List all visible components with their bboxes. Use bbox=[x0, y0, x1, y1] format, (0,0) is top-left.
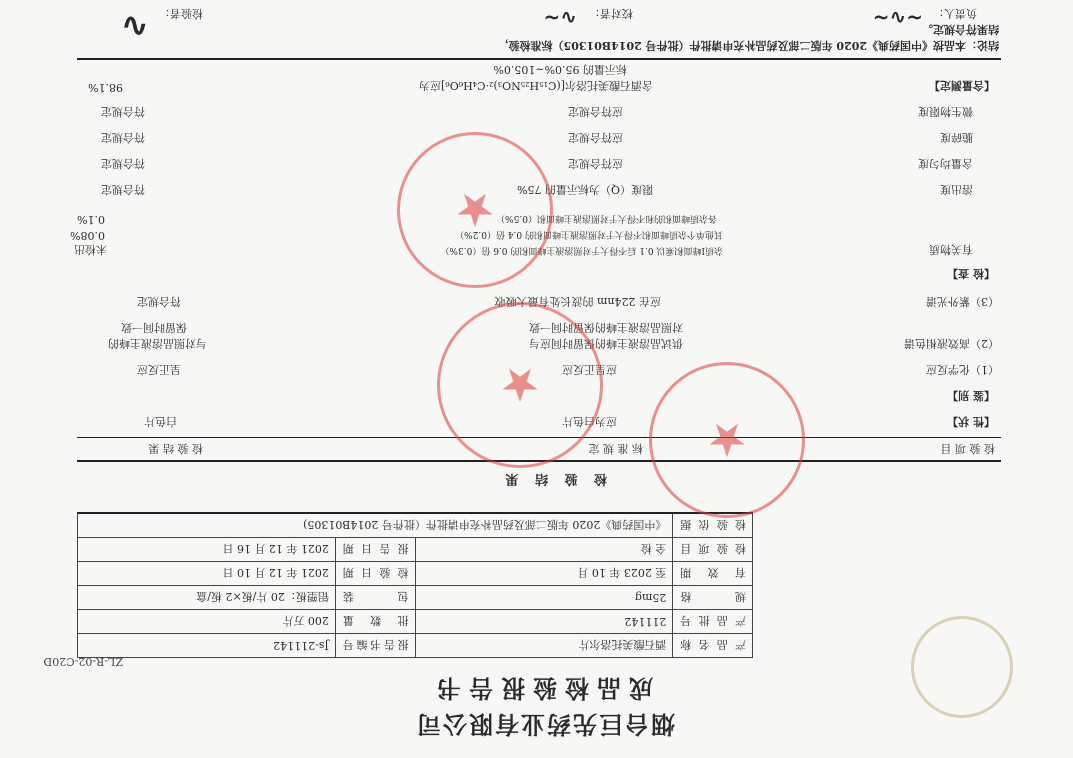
divider-bottom bbox=[77, 58, 1001, 60]
info-value: 2021 年 12 月 16 日 bbox=[78, 538, 336, 562]
id2-item: （2）高效液相色谱 bbox=[904, 337, 999, 350]
id1-standard: 应呈正反应 bbox=[562, 363, 617, 376]
info-label: 报告书编号 bbox=[335, 634, 415, 658]
microbial-result: 符合规定 bbox=[101, 105, 145, 118]
info-label: 批 数 量 bbox=[335, 610, 415, 634]
info-row bbox=[78, 610, 753, 634]
uniformity-result: 符合规定 bbox=[101, 157, 145, 170]
id3-result: 符合规定 bbox=[137, 295, 181, 308]
id3-standard: 应在 224nm 的波长处有最大吸收 bbox=[494, 295, 661, 308]
assay-standard-2: 标示量的 95.0%~105.0% bbox=[493, 63, 627, 76]
id2-standard-2: 对照品溶液主峰的保留时间一致 bbox=[529, 321, 683, 334]
related-standard-3: 各杂质峰面积的和不得大于对照溶液主峰面积（0.5%） bbox=[496, 213, 717, 223]
info-label: 检验日期 bbox=[335, 562, 415, 586]
section-identification: 【鉴 别】 bbox=[947, 389, 995, 402]
col-header-result: 检 验 结 果 bbox=[148, 442, 203, 455]
uniformity-standard: 应符合规定 bbox=[568, 157, 623, 170]
info-value: 至 2023 年 10 月 bbox=[415, 562, 673, 586]
info-label: 有 效 期 bbox=[673, 562, 753, 586]
id2-standard-1: 供试品溶液主峰的保留时间应与 bbox=[529, 337, 683, 350]
responsible-signature: ~∿~ bbox=[872, 6, 923, 30]
related-result-2: 0.08% bbox=[70, 229, 105, 242]
col-header-standard: 标 准 规 定 bbox=[588, 442, 643, 455]
section-inspection: 【检 查】 bbox=[947, 267, 995, 280]
info-value: 《中国药典》2020 年版二部及药品补充申请批件（批件号 2014B01305) bbox=[78, 513, 673, 538]
info-row bbox=[78, 562, 753, 586]
info-table bbox=[77, 512, 753, 658]
seal-star-icon: ★ bbox=[499, 358, 541, 412]
info-label: 检验项目 bbox=[673, 538, 753, 562]
info-value: 酒石酸美托洛尔片 bbox=[415, 634, 673, 658]
col-header-item: 检 验 项 目 bbox=[940, 442, 995, 455]
id2-result-1: 与对照品溶液主峰的 bbox=[108, 337, 207, 350]
info-value: Js-211142 bbox=[78, 634, 336, 658]
info-label: 包 装 bbox=[335, 586, 415, 610]
conclusion-line-1: 结论：本品按《中国药典》2020 年版二部及药品补充申请批件（批件号 2014B01305）标准检验， bbox=[497, 39, 999, 52]
info-label: 产品批号 bbox=[673, 610, 753, 634]
distributor-seal-2 bbox=[397, 132, 553, 288]
section-assay: 【含量测定】 bbox=[929, 79, 995, 92]
dissolution-item: 溶出度 bbox=[940, 183, 973, 196]
assay-result: 98.1% bbox=[88, 81, 123, 94]
friability-item: 脆碎度 bbox=[940, 131, 973, 144]
appearance-result: 白色片 bbox=[144, 415, 177, 428]
checker-signature: ∿~ bbox=[543, 6, 577, 30]
friability-standard: 应符合规定 bbox=[568, 131, 623, 144]
appearance-standard: 应为白色片 bbox=[562, 415, 617, 428]
info-value: 全 检 bbox=[415, 538, 673, 562]
form-code: ZL-R-02-C20D bbox=[43, 655, 123, 668]
info-row bbox=[78, 586, 753, 610]
company-name: 烟台巨先药业有限公司 bbox=[415, 710, 675, 739]
info-value: 200 万片 bbox=[78, 610, 336, 634]
section-character: 【性 状】 bbox=[947, 415, 995, 428]
microbial-standard: 应符合规定 bbox=[568, 105, 623, 118]
microbial-item: 微生物限度 bbox=[918, 105, 973, 118]
seal-star-icon: ★ bbox=[454, 183, 496, 237]
dissolution-result: 符合规定 bbox=[101, 183, 145, 196]
id1-item: （1）化学反应 bbox=[926, 363, 999, 376]
info-label: 检验依据 bbox=[673, 513, 753, 538]
info-label: 报告日期 bbox=[335, 538, 415, 562]
friability-result: 符合规定 bbox=[101, 131, 145, 144]
related-result-3: 0.1% bbox=[77, 213, 105, 226]
assay-standard-1: 含酒石酸美托洛尔[(C₁₅H₂₅NO₃)₂·C₄H₆O₆]应为 bbox=[418, 79, 653, 92]
info-label: 规 格 bbox=[673, 586, 753, 610]
responsible-label: 负责人： bbox=[933, 7, 977, 20]
checker-label: 校对者： bbox=[589, 7, 633, 20]
id2-result-2: 保留时间一致 bbox=[121, 321, 187, 334]
distributor-seal-1 bbox=[437, 302, 603, 468]
info-value: 25mg bbox=[415, 586, 673, 610]
info-row bbox=[78, 513, 753, 538]
info-value: 2021 年 12 月 10 日 bbox=[78, 562, 336, 586]
conclusion-line-2: 结果符合规定。 bbox=[922, 23, 999, 36]
related-item: 有关物质 bbox=[929, 243, 973, 256]
info-value: 铝塑板：20 片/板×2 板/盒 bbox=[78, 586, 336, 610]
results-title: 检 验 结 果 bbox=[499, 471, 607, 486]
related-standard-1: 杂质Ⅰ峰面积乘以 0.1 后不得大于对照溶液主峰面积的 0.6 倍（0.3%） bbox=[440, 245, 723, 255]
company-seal-middle bbox=[649, 362, 805, 518]
info-row bbox=[78, 538, 753, 562]
id1-result: 呈正反应 bbox=[137, 363, 181, 376]
quality-seal-top bbox=[911, 616, 1013, 718]
related-standard-2: 其他单个杂质峰面积不得大于对照溶液主峰面积的 0.4 倍（0.2%） bbox=[455, 229, 723, 239]
id3-item: （3）紫外光谱 bbox=[926, 295, 999, 308]
report-title: 成品检验报告书 bbox=[429, 674, 653, 703]
related-result-1: 未检出 bbox=[74, 243, 107, 256]
dissolution-standard: 限度（Q）为标示量的 75% bbox=[517, 183, 653, 196]
info-row bbox=[78, 634, 753, 658]
uniformity-item: 含量均匀度 bbox=[918, 157, 973, 170]
seal-star-icon: ★ bbox=[706, 413, 748, 467]
info-value: 211142 bbox=[415, 610, 673, 634]
info-label: 产品名称 bbox=[673, 634, 753, 658]
inspector-signature: ∿ bbox=[120, 6, 149, 46]
inspector-label: 检验者： bbox=[159, 7, 203, 20]
